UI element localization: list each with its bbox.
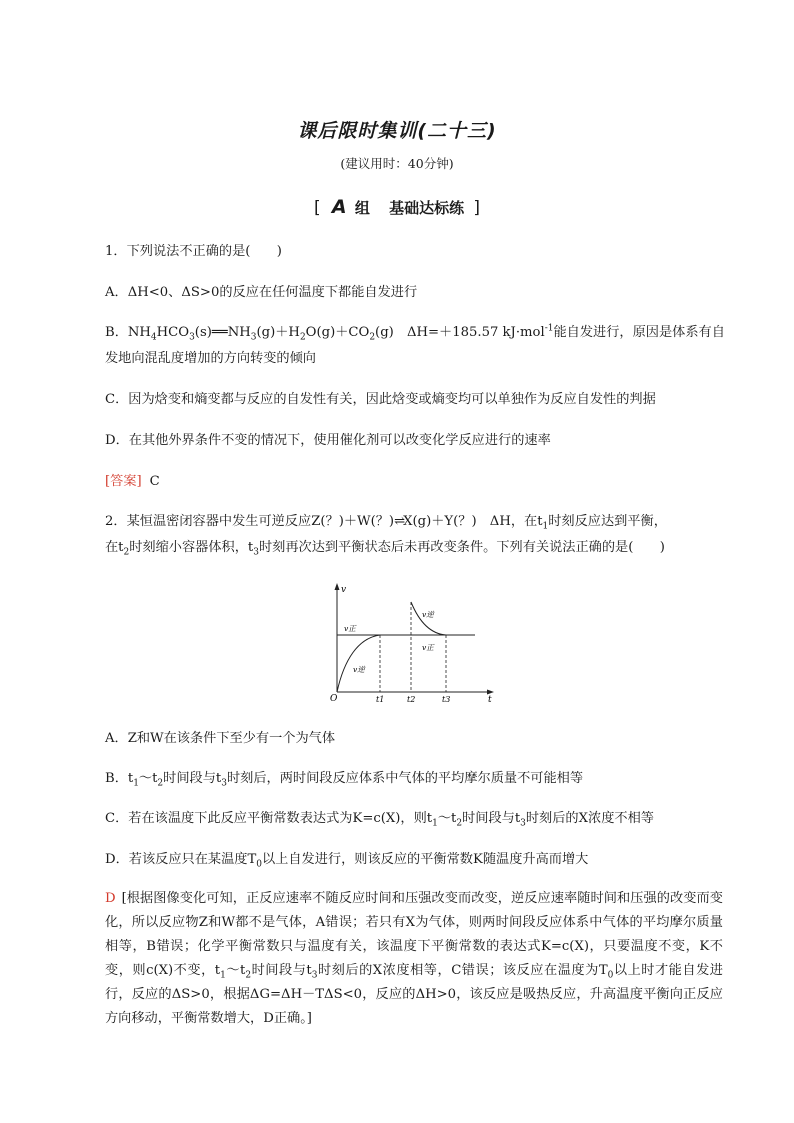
q1-option-c: C．因为焓变和熵变都与反应的自发性有关，因此焓变或熵变均可以单独作为反应自发性的判据: [105, 392, 656, 407]
group-bracket-right: ]: [473, 198, 480, 218]
group-letter: A: [331, 196, 347, 218]
x-axis-label: t: [488, 695, 492, 705]
suggested-time: (建议用时：40分钟): [340, 156, 454, 171]
reversible-arrow-icon: ⇌: [394, 514, 404, 529]
q1-option-a: A．ΔH<0、ΔS>0的反应在任何温度下都能自发进行: [105, 285, 418, 300]
q2-explanation: D [根据图像变化可知，正反应速率不随反应时间和压强改变而改变，逆反应速率随时间和压强的改变而变化，所以反应物Z和W都不是气体，A错误；若只有X为气体，则两时间段反应体系中气体的平均摩尔质量相等，B错误；化学平衡常数只与温度有关，该温度下平衡常数的表达式K=c(X)，只要温度不变，K不变，则c(X)不变，$t_1\sim t_2$时间段与$t_3$时刻后的X浓度相等，C错误；该反应在温度为$T_0$以上时才能自发进行，反应的ΔS>0，根据ΔG=ΔH－TΔS<0，反应的ΔH>0，该反应是吸热反应，升高温度平衡向正反应方向移动，平衡常数增大，D正确。]: [105, 891, 723, 1026]
y-axis-arrow: [335, 583, 340, 590]
v-reverse-label-1: v逆: [353, 665, 365, 674]
q1-answer: [105, 472, 725, 492]
t2-label: t2: [407, 695, 416, 704]
q1-stem: 1．下列说法不正确的是( ): [105, 244, 282, 259]
t3-label: t3: [442, 695, 451, 704]
rate-time-graph: [320, 580, 505, 705]
v-reverse-label-2: v逆: [422, 610, 434, 619]
answer-letter: D: [105, 891, 116, 906]
group-label: 基础达标练: [389, 199, 465, 217]
q1-option-d: D．在其他外界条件不变的情况下，使用催化剂可以改变化学反应进行的速率: [105, 433, 551, 448]
t1-label: t1: [376, 695, 385, 704]
answer-label: [答案]: [105, 474, 142, 489]
answer-value: C: [149, 474, 160, 489]
q2-option-a: A．Z和W在该条件下至少有一个为气体: [105, 731, 336, 746]
v-forward-label-2: v正: [422, 643, 434, 652]
origin-label: O: [330, 694, 338, 704]
group-bracket-left: [: [314, 198, 321, 218]
q2-stem-line2: 在$t_2$时刻缩小容器体积，$t_3$时刻再次达到平衡状态后未再改变条件。下列有关说法正确的是( ): [105, 540, 665, 558]
y-axis-label: v: [341, 585, 347, 595]
q1-option-b-line2: 发地向混乱度增加的方向转变的倾向: [105, 351, 316, 366]
v-forward-label: v正: [344, 624, 356, 633]
page-title: 课后限时集训(二十三): [297, 120, 497, 142]
q2-stem-line1: 2．某恒温密闭容器中发生可逆反应Z(？)＋W(？)⇌X(g)＋Y(？) ΔH，在$t_1$时刻反应达到平衡，: [105, 514, 667, 532]
q2-option-b: B．$t_1\sim t_2$时间段与$t_3$时刻后，两时间段反应体系中气体的平均摩尔质量不可能相等: [105, 771, 584, 789]
group-header: [0, 196, 794, 218]
x-axis-arrow: [487, 690, 494, 695]
q1-option-b: B．$NH_4HCO_3(s)══NH_3(g)+H_2O(g)+CO_2(g)$ ΔH=＋185.57 kJ·mol$^{-1}$能自发进行，原因是体系有自: [105, 323, 725, 343]
group-name: 组: [354, 199, 370, 217]
q2-option-c: C．若在该温度下此反应平衡常数表达式为K=c(X)，则$t_1\sim t_2$时间段与$t_3$时刻后的X浓度不相等: [105, 811, 654, 829]
v-reverse-curve-1: [337, 635, 380, 692]
q2-option-d: D．若该反应只在某温度$T_0$以上自发进行，则该反应的平衡常数K随温度升高而增大: [105, 852, 589, 870]
